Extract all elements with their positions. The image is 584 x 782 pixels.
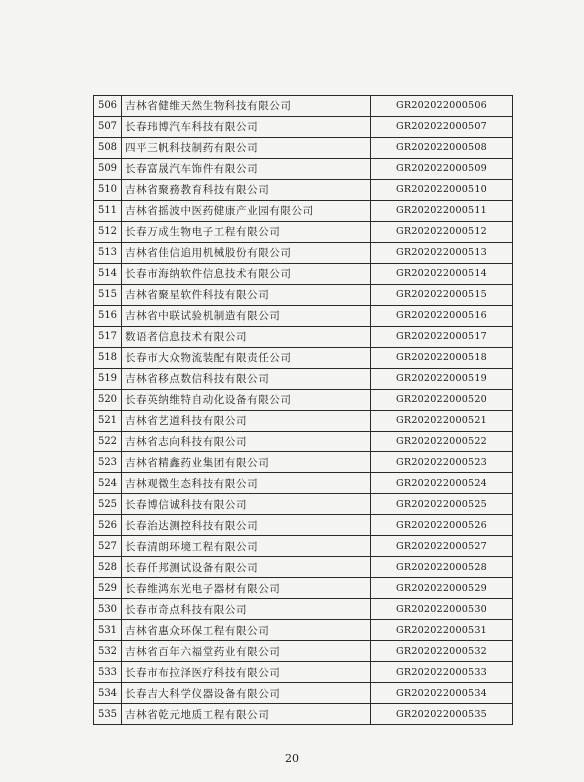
row-number: 523: [94, 452, 122, 472]
row-number: 510: [94, 180, 122, 200]
company-name: 吉林省惠众环保工程有限公司: [122, 620, 371, 640]
certificate-code: GR202022000524: [396, 477, 487, 489]
table-row: [94, 515, 512, 536]
company-name: 吉林省百年六福堂药业有限公司: [122, 641, 371, 661]
row-number: 513: [94, 243, 122, 263]
table-row: [94, 369, 512, 390]
table-row: [94, 536, 512, 557]
row-number: 522: [94, 432, 122, 452]
certificate-code: GR202022000530: [396, 603, 487, 615]
table-row: [94, 557, 512, 578]
row-number: 521: [94, 411, 122, 431]
table-row: [94, 327, 512, 348]
company-name: 长春英纳维特自动化设备有限公司: [122, 390, 371, 410]
certificate-code: GR202022000529: [396, 582, 487, 594]
company-name: 长春富晟汽车饰件有限公司: [122, 159, 371, 179]
table-row: [94, 683, 512, 704]
row-number: 520: [94, 390, 122, 410]
row-number: 518: [94, 348, 122, 368]
table-row: [94, 641, 512, 662]
company-name: 长春维鸿东光电子器材有限公司: [122, 578, 371, 598]
row-number: 509: [94, 159, 122, 179]
table-row: [94, 348, 512, 369]
certificate-code: GR202022000522: [396, 435, 487, 447]
table-row: [94, 620, 512, 641]
certificate-code: GR202022000514: [396, 268, 487, 280]
certificate-code: GR202022000513: [396, 247, 487, 259]
certificate-code: GR202022000508: [396, 142, 487, 154]
certificate-code: GR202022000511: [396, 205, 487, 217]
company-name: 长春市奇点科技有限公司: [122, 599, 371, 619]
certificate-code: GR202022000534: [396, 687, 487, 699]
certificate-code: GR202022000512: [396, 226, 487, 238]
table-row: [94, 222, 512, 243]
row-number: 514: [94, 264, 122, 284]
company-name: 吉林省志向科技有限公司: [122, 432, 371, 452]
row-number: 530: [94, 599, 122, 619]
company-name: 吉林省移点数信科技有限公司: [122, 369, 371, 389]
row-number: 511: [94, 201, 122, 221]
certificate-code: GR202022000525: [396, 498, 487, 510]
table-row: [94, 138, 512, 159]
company-name: 吉林省中联试验机制造有限公司: [122, 306, 371, 326]
table-row: [94, 159, 512, 180]
company-name: 吉林省摇波中医药健康产业园有限公司: [122, 201, 371, 221]
certificate-code: GR202022000506: [396, 100, 487, 112]
company-name: 吉林省乾元地质工程有限公司: [122, 704, 371, 724]
table-row: [94, 432, 512, 453]
row-number: 524: [94, 473, 122, 493]
company-table: [93, 95, 513, 725]
certificate-code: GR202022000518: [396, 352, 487, 364]
table-row: [94, 704, 512, 725]
row-number: 525: [94, 494, 122, 514]
table-row: [94, 180, 512, 201]
certificate-code: GR202022000515: [396, 289, 487, 301]
certificate-code: GR202022000521: [396, 415, 487, 427]
company-name: 吉林省精鑫药业集团有限公司: [122, 452, 371, 472]
row-number: 532: [94, 641, 122, 661]
table-row: [94, 285, 512, 306]
table-row: [94, 473, 512, 494]
row-number: 506: [94, 96, 122, 116]
certificate-code: GR202022000535: [396, 708, 487, 720]
row-number: 534: [94, 683, 122, 703]
company-name: 长春市海纳软件信息技术有限公司: [122, 264, 371, 284]
table-row: [94, 96, 512, 117]
certificate-code: GR202022000516: [396, 310, 487, 322]
certificate-code: GR202022000526: [396, 519, 487, 531]
row-number: 529: [94, 578, 122, 598]
table-row: [94, 390, 512, 411]
row-number: 519: [94, 369, 122, 389]
row-number: 508: [94, 138, 122, 158]
company-name: 长春市布拉泽医疗科技有限公司: [122, 662, 371, 682]
certificate-code: GR202022000509: [396, 163, 487, 175]
table-row: [94, 117, 512, 138]
company-name: 长春治达测控科技有限公司: [122, 515, 371, 535]
row-number: 526: [94, 515, 122, 535]
company-name: 长春吉大科学仪器设备有限公司: [122, 683, 371, 703]
certificate-code: GR202022000510: [396, 184, 487, 196]
company-name: 吉林省佳信追用机械股份有限公司: [122, 243, 371, 263]
page-number: 20: [285, 752, 299, 765]
row-number: 517: [94, 327, 122, 347]
company-name: 长春仟邦测试设备有限公司: [122, 557, 371, 577]
table-row: [94, 306, 512, 327]
company-name: 吉林观微生态科技有限公司: [122, 473, 371, 493]
company-name: 长春市大众物流装配有限责任公司: [122, 348, 371, 368]
table-row: [94, 411, 512, 432]
table-row: [94, 264, 512, 285]
certificate-code: GR202022000527: [396, 540, 487, 552]
certificate-code: GR202022000528: [396, 561, 487, 573]
table-row: [94, 201, 512, 222]
row-number: 531: [94, 620, 122, 640]
certificate-code: GR202022000532: [396, 645, 487, 657]
company-name: 吉林省健维天然生物科技有限公司: [122, 96, 371, 116]
table-row: [94, 243, 512, 264]
row-number: 516: [94, 306, 122, 326]
certificate-code: GR202022000520: [396, 394, 487, 406]
certificate-code: GR202022000533: [396, 666, 487, 678]
company-name: 吉林省聚星软件科技有限公司: [122, 285, 371, 305]
row-number: 533: [94, 662, 122, 682]
row-number: 507: [94, 117, 122, 137]
row-number: 528: [94, 557, 122, 577]
table-row: [94, 578, 512, 599]
certificate-code: GR202022000531: [396, 624, 487, 636]
company-name: 吉林省艺道科技有限公司: [122, 411, 371, 431]
company-name: 长春博信诚科技有限公司: [122, 494, 371, 514]
row-number: 515: [94, 285, 122, 305]
company-name: 四平三帆科技制药有限公司: [122, 138, 371, 158]
company-name: 吉林省聚務教育科技有限公司: [122, 180, 371, 200]
certificate-code: GR202022000507: [396, 121, 487, 133]
certificate-code: GR202022000519: [396, 373, 487, 385]
table-row: [94, 599, 512, 620]
company-name: 长春清朗环境工程有限公司: [122, 536, 371, 556]
company-name: 数语者信息技术有限公司: [122, 327, 371, 347]
certificate-code: GR202022000517: [396, 331, 487, 343]
company-name: 长春玮博汽车科技有限公司: [122, 117, 371, 137]
certificate-code: GR202022000523: [396, 456, 487, 468]
company-name: 长春万成生物电子工程有限公司: [122, 222, 371, 242]
row-number: 527: [94, 536, 122, 556]
table-row: [94, 452, 512, 473]
table-row: [94, 494, 512, 515]
table-row: [94, 662, 512, 683]
row-number: 512: [94, 222, 122, 242]
row-number: 535: [94, 704, 122, 724]
